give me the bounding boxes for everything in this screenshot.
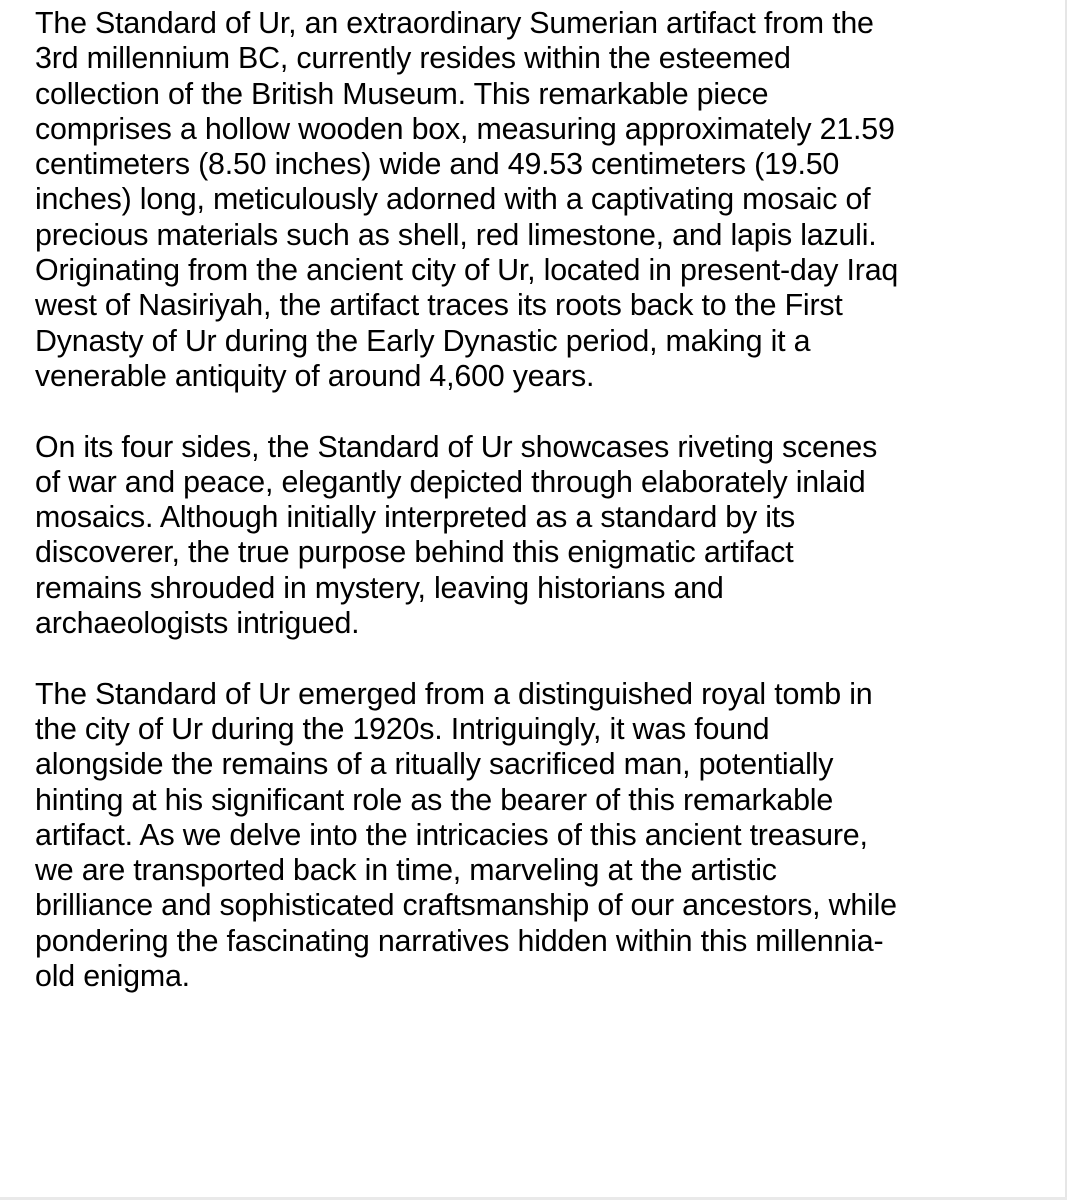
text-line: remains shrouded in mystery, leaving historians and <box>35 570 724 605</box>
paragraph-2 <box>35 430 1045 642</box>
paragraph-3 <box>35 677 1045 995</box>
text-line: mosaics. Although initially interpreted as a standard by its <box>35 500 795 535</box>
text-line: 3rd millennium BC, currently resides within the esteemed <box>35 41 791 76</box>
text-line: brilliance and sophisticated craftsmanship of our ancestors, while <box>35 888 897 923</box>
text-line: hinting at his significant role as the bearer of this remarkable <box>35 782 834 817</box>
paragraph-1 <box>35 6 1045 394</box>
text-line: west of Nasiriyah, the artifact traces its roots back to the First <box>35 288 843 323</box>
text-line: we are transported back in time, marveling at the artistic <box>35 853 777 888</box>
text-line: venerable antiquity of around 4,600 years. <box>35 358 595 393</box>
text-line: precious materials such as shell, red limestone, and lapis lazuli. <box>35 217 877 252</box>
text-line: archaeologists intrigued. <box>35 606 360 641</box>
text-line: centimeters (8.50 inches) wide and 49.53 centimeters (19.50 <box>35 147 840 182</box>
text-line: Dynasty of Ur during the Early Dynastic period, making it a <box>35 323 811 358</box>
text-line: collection of the British Museum. This remarkable piece <box>35 76 769 111</box>
text-line: pondering the fascinating narratives hidden within this millennia- <box>35 923 884 958</box>
text-line: of war and peace, elegantly depicted through elaborately inlaid <box>35 464 866 499</box>
text-line: comprises a hollow wooden box, measuring approximately 21.59 <box>35 111 895 146</box>
text-line: artifact. As we delve into the intricacies of this ancient treasure, <box>35 817 868 852</box>
text-line: On its four sides, the Standard of Ur showcases riveting scenes <box>35 429 878 464</box>
text-line: The Standard of Ur, an extraordinary Sumerian artifact from the <box>35 6 874 40</box>
text-line: inches) long, meticulously adorned with a captivating mosaic of <box>35 182 871 217</box>
note-body[interactable] <box>35 6 1045 994</box>
text-line: The Standard of Ur emerged from a distinguished royal tomb in <box>35 676 873 711</box>
text-line: alongside the remains of a ritually sacrificed man, potentially <box>35 747 834 782</box>
text-line: Originating from the ancient city of Ur, located in present-day Iraq <box>35 253 899 288</box>
text-line: discoverer, the true purpose behind this enigmatic artifact <box>35 535 794 570</box>
text-line: the city of Ur during the 1920s. Intriguingly, it was found <box>35 711 770 746</box>
text-line: old enigma. <box>35 959 190 994</box>
